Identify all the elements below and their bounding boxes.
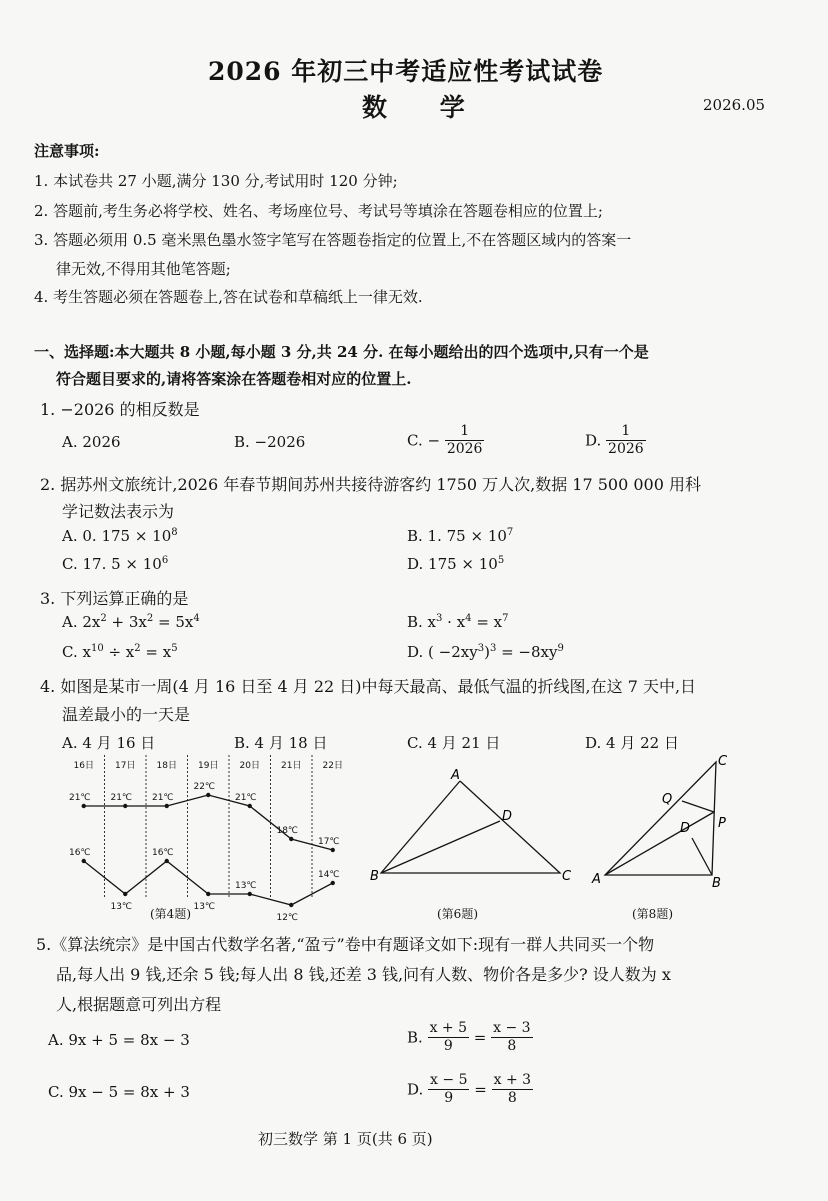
section-heading: 一、选择题:本大题共 8 小题,每小题 3 分,共 24 分. 在每小题给出的四个选项中,只有一个是 [34,343,649,361]
fig6-label-b: B [370,869,379,884]
figure6-triangle [362,765,582,890]
fig8-label-b: B [712,876,721,891]
fig6-label-d: D [502,809,513,824]
figure4-caption: (第4题) [150,907,191,921]
high-temp-point [123,804,127,808]
q4-option-d: D. 4 月 22 日 [585,734,679,752]
high-temp-label: 18℃ [276,826,299,836]
fig8-label-d: D [680,821,691,836]
q4-option-a: A. 4 月 16 日 [62,734,156,752]
notice-item: 4. 考生答题必须在答题卷上,答在试卷和草稿纸上一律无效. [34,288,423,306]
q3-option-a: A. $2x^2 + 3x^2 = 5x^4$ [62,613,200,631]
q5-stem: 5.《算法统宗》是中国古代数学名著,“盈亏”卷中有题译文如下:现有一群人共同买一个物 [36,935,655,954]
section-heading-cont: 符合题目要求的,请将答案涂在答题卷相对应的位置上. [56,370,412,388]
low-temp-point [165,859,169,863]
q2-option-c: C. 17. $5 \times 10^6$ [62,555,169,573]
low-temp-point [289,903,293,907]
high-temp-label: 17℃ [317,837,340,847]
figure8-caption: (第8题) [632,907,673,921]
chart-category-label: 22日 [322,761,343,771]
low-temp-label: 16℃ [151,848,174,858]
subject-title: 数 学 [362,93,487,122]
q1-stem: 1. −2026 的相反数是 [40,400,200,419]
notice-item: 1. 本试卷共 27 小题,满分 130 分,考试用时 120 分钟; [34,172,398,190]
q2-option-b: B. 1. $75 \times 10^7$ [407,527,514,545]
q1-option-d: D. $\frac{1}{2026}$ [585,423,644,457]
q1-option-a: A. 2026 [62,433,121,451]
q3-stem: 3. 下列运算正确的是 [40,589,189,608]
low-temp-point [331,881,335,885]
q4-option-b: B. 4 月 18 日 [234,734,328,752]
q1-option-c: C. − $\frac{1}{2026}$ [407,423,483,457]
fig6-label-c: C [562,869,572,884]
chart-category-label: 19日 [198,761,219,771]
fig8-label-a: A [592,872,601,887]
q5-option-d: D. $\frac{x - 5}{9}$ = $\frac{x + 3}{8}$ [407,1072,532,1106]
high-temp-point [289,837,293,841]
low-temp-label: 13℃ [234,881,257,891]
q3-option-c: C. $x^{10} \div x^2 = x^5$ [62,643,178,661]
high-temp-point [248,804,252,808]
chart-category-label: 16日 [73,761,94,771]
q5-option-b: B. $\frac{x + 5}{9}$ = $\frac{x - 3}{8}$ [407,1020,531,1054]
high-temp-point [82,804,86,808]
high-temp-point [206,793,210,797]
high-temp-point [165,804,169,808]
q2-stem: 2. 据苏州文旅统计,2026 年春节期间苏州共接待游客约 1750 万人次,数据 17 500 000 用科 [40,475,702,494]
q4-option-c: C. 4 月 21 日 [407,734,501,752]
high-temp-label: 21℃ [234,793,257,803]
figure8-triangle [588,752,738,894]
fig6-label-a: A [451,768,460,783]
chart-category-label: 18日 [156,761,177,771]
fig8-label-p: P [718,816,726,831]
notice-heading: 注意事项: [34,142,100,160]
low-temp-label: 12℃ [276,913,299,923]
chart-category-label: 17日 [115,761,136,771]
q2-option-a: A. 0. $175 \times 10^8$ [62,527,178,545]
chart-category-label: 20日 [239,761,260,771]
high-temp-label: 21℃ [68,793,91,803]
high-temp-label: 22℃ [193,782,216,792]
q2-stem-cont: 学记数法表示为 [62,502,175,521]
notice-item: 律无效,不得用其他笔答题; [56,260,231,278]
q5-option-a: A. 9x + 5 = 8x − 3 [48,1031,190,1049]
low-temp-point [82,859,86,863]
notice-item: 2. 答题前,考生务必将学校、姓名、考场座位号、考试号等填涂在答题卷相应的位置上; [34,202,603,220]
low-temp-label: 13℃ [193,902,216,912]
high-temp-label: 21℃ [151,793,174,803]
q5-stem-cont: 品,每人出 9 钱,还余 5 钱;每人出 8 钱,还差 3 钱,问有人数、物价各是多少? 设人数为 x [56,965,671,984]
q3-option-b: B. $x^3 \cdot x^4 = x^7$ [407,613,509,631]
fig8-label-c: C [718,754,728,769]
low-temp-line [84,861,333,905]
exam-title: 2026 年初三中考适应性考试试卷 [208,57,604,86]
q2-option-d: D. $175 \times 10^5$ [407,555,505,573]
low-temp-label: 13℃ [110,902,133,912]
q5-option-c: C. 9x − 5 = 8x + 3 [48,1083,190,1101]
low-temp-point [248,892,252,896]
figure6-caption: (第6题) [437,907,478,921]
low-temp-label: 14℃ [317,870,340,880]
low-temp-label: 16℃ [68,848,91,858]
notice-item: 3. 答题必须用 0.5 毫米黑色墨水签字笔写在答题卷指定的位置上,不在答题区域内的答案一 [34,231,632,249]
high-temp-label: 21℃ [110,793,133,803]
exam-date: 2026.05 [703,96,766,114]
q5-stem-cont2: 人,根据题意可列出方程 [56,995,222,1014]
fig8-label-q: Q [662,792,673,807]
low-temp-point [123,892,127,896]
q3-option-d: D. ( $-2xy^3)^3 = -8xy^9$ [407,643,564,661]
q4-stem: 4. 如图是某市一周(4 月 16 日至 4 月 22 日)中每天最高、最低气温的折线图,在这 7 天中,日 [40,677,697,696]
q1-option-b: B. −2026 [234,433,306,451]
low-temp-point [206,892,210,896]
page-footer: 初三数学 第 1 页(共 6 页) [258,1130,433,1148]
chart-category-label: 21日 [281,761,302,771]
high-temp-point [331,848,335,852]
high-temp-line [84,795,333,850]
q4-stem-cont: 温差最小的一天是 [62,705,191,724]
